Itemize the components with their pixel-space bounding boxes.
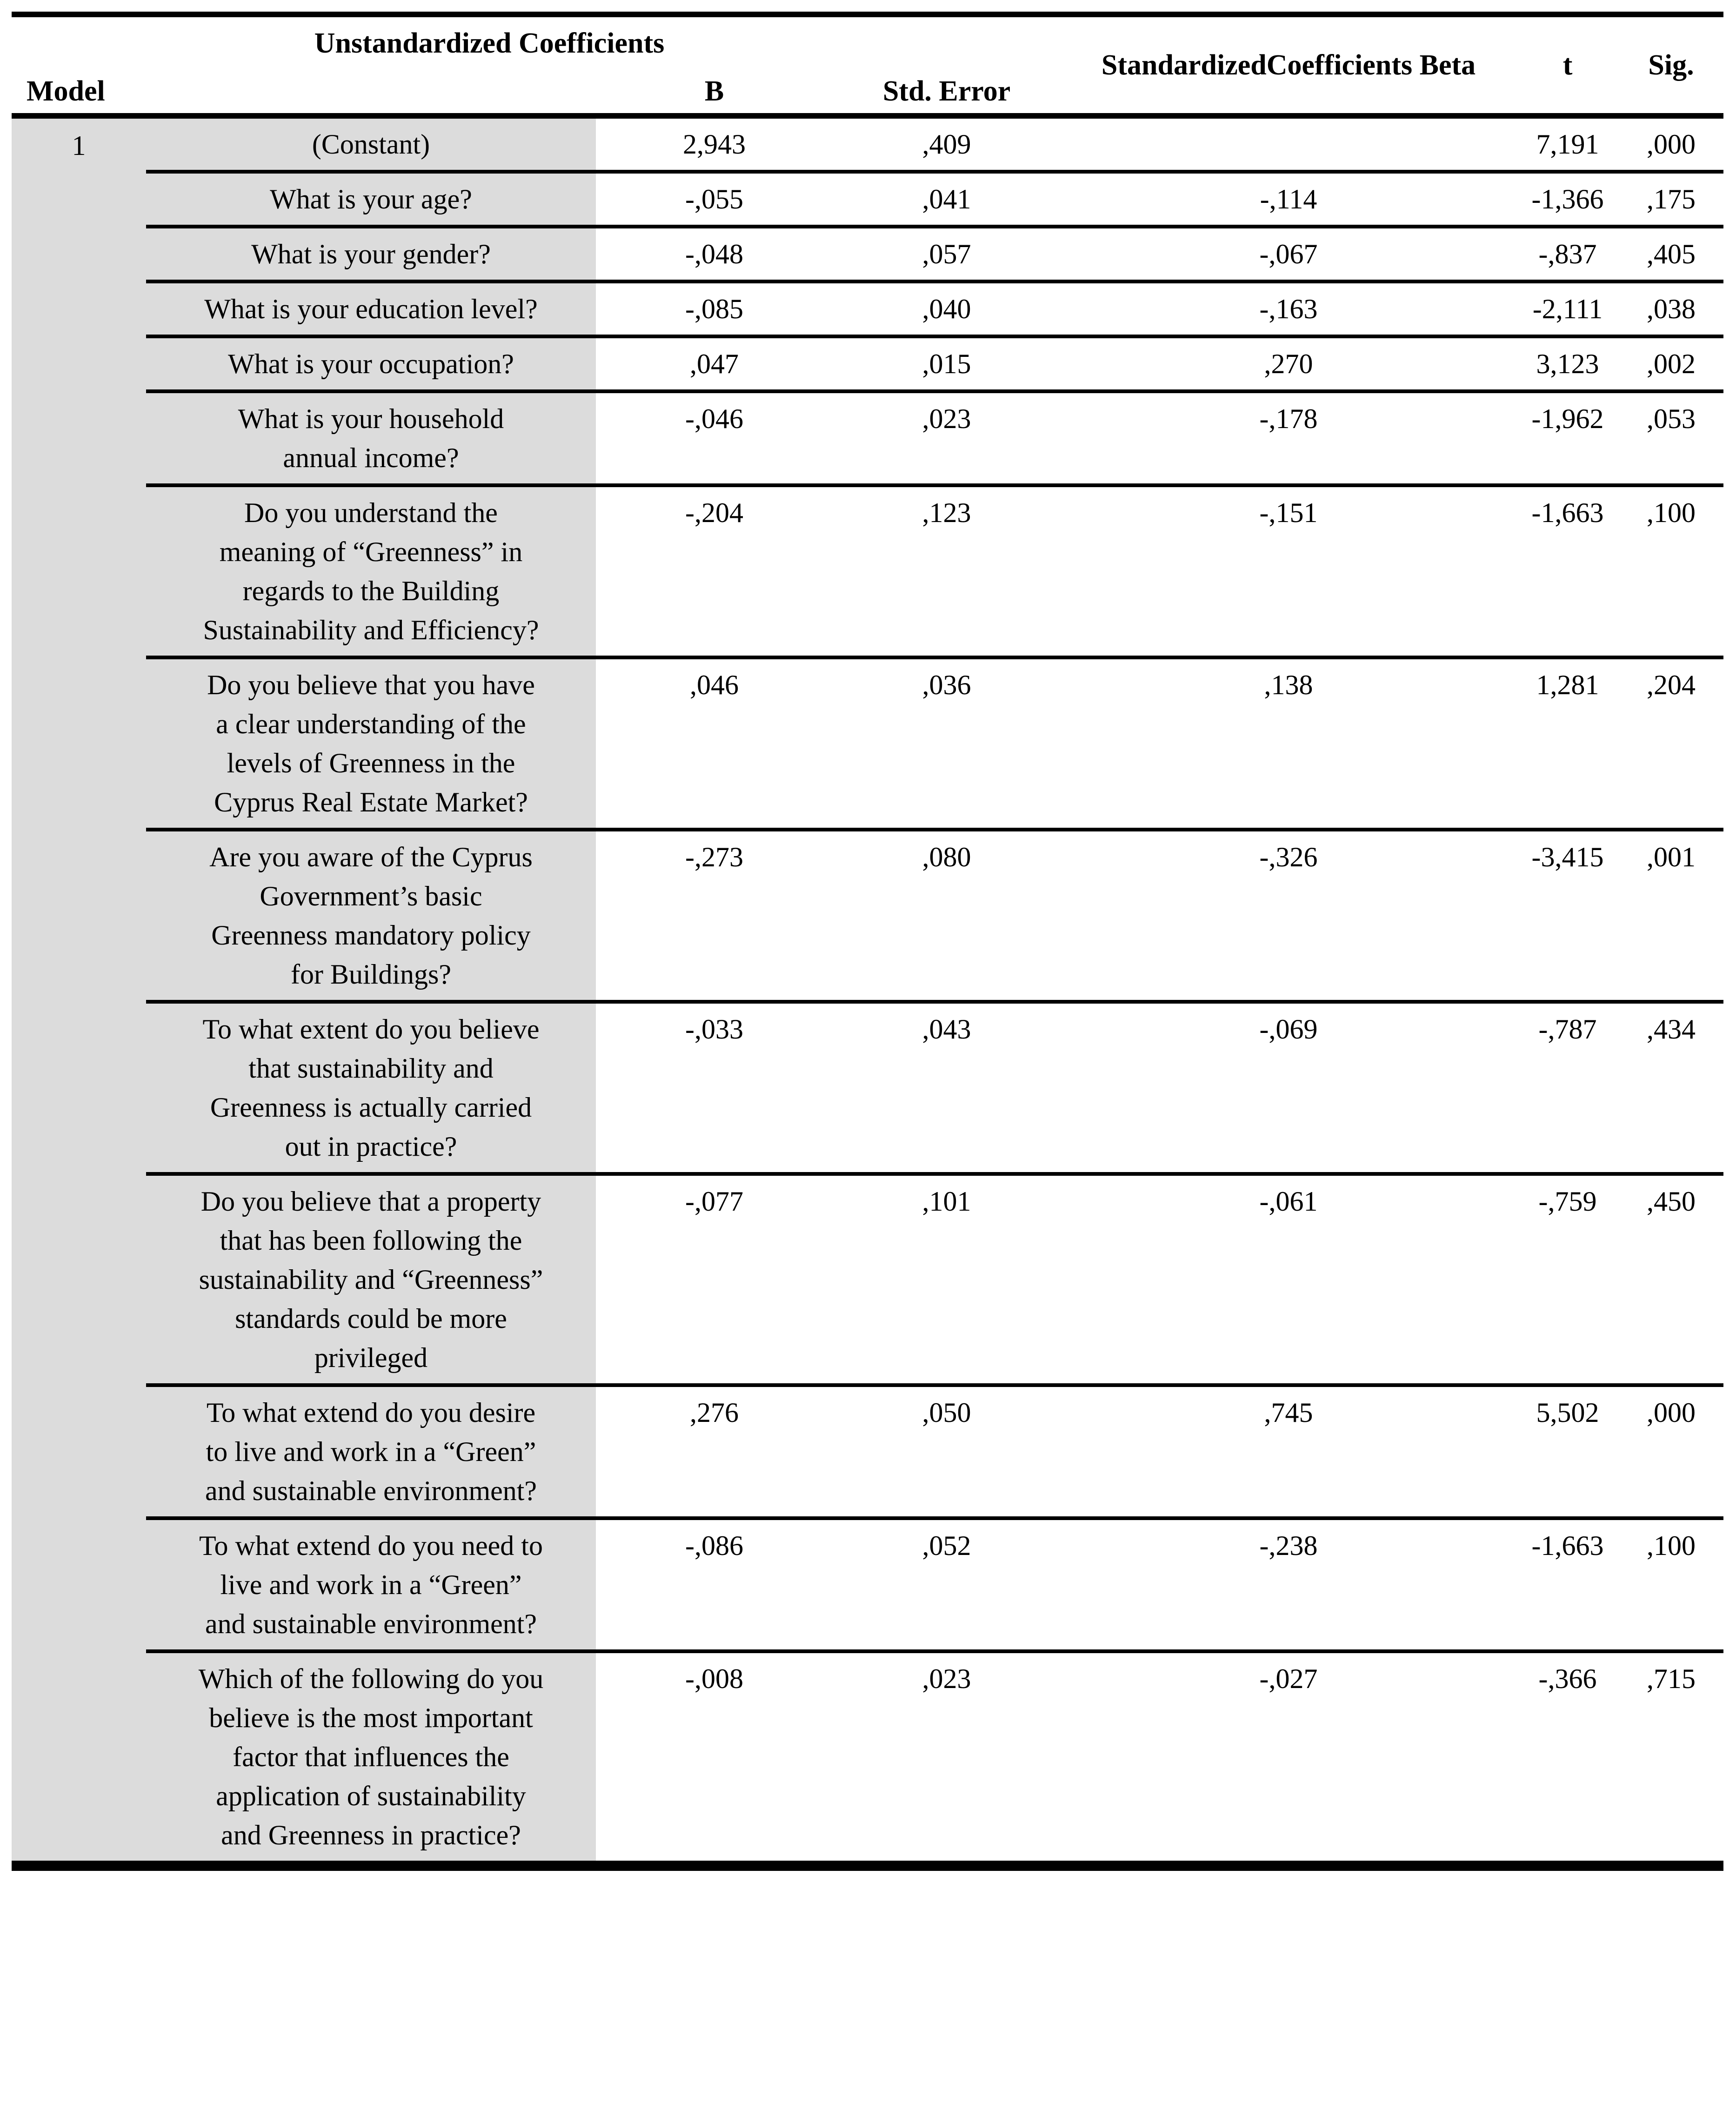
- sig-cell: ,001: [1619, 830, 1723, 1002]
- stderr-cell: ,043: [833, 1002, 1061, 1174]
- b-cell: -,077: [596, 1174, 833, 1385]
- t-cell: -1,962: [1516, 391, 1619, 485]
- predictor-cell: Do you believe that a property that has been following the sustainability and “Greenness” standards could be more privileged: [146, 1174, 596, 1385]
- stderr-cell: ,052: [833, 1518, 1061, 1651]
- t-cell: -1,663: [1516, 485, 1619, 657]
- b-cell: -,273: [596, 830, 833, 1002]
- b-cell: -,008: [685, 1663, 743, 1694]
- t-cell: 1,281: [1516, 657, 1619, 830]
- regression-coefficients-table: [12, 12, 1723, 1871]
- table-row: [12, 116, 1723, 172]
- predictor-cell: What is your education level?: [146, 281, 596, 336]
- header-question-spacer: [146, 69, 596, 116]
- beta-cell: ,270: [1061, 336, 1516, 391]
- t-cell: -,787: [1516, 1002, 1619, 1174]
- t-cell: -,366: [1538, 1663, 1597, 1694]
- b-cell: 2,943: [596, 116, 833, 172]
- beta-cell: -,151: [1061, 485, 1516, 657]
- t-cell: -,837: [1516, 227, 1619, 281]
- table-row: [12, 1002, 1723, 1174]
- t-cell: 3,123: [1516, 336, 1619, 391]
- header-model-spacer: [12, 14, 146, 69]
- beta-cell: -,163: [1061, 281, 1516, 336]
- sig-cell: ,053: [1619, 391, 1723, 485]
- predictor-cell: To what extent do you believe that sustainability and Greenness is actually carried out in practice?: [146, 1002, 596, 1174]
- stderr-cell: ,041: [833, 172, 1061, 227]
- t-cell: -3,415: [1516, 830, 1619, 1002]
- b-cell: ,276: [596, 1385, 833, 1518]
- sig-cell: ,002: [1619, 336, 1723, 391]
- predictor-cell: Are you aware of the Cyprus Government’s basic Greenness mandatory policy for Buildings?: [146, 830, 596, 1002]
- sig-cell: ,100: [1619, 1518, 1723, 1651]
- header-std-error: Std. Error: [833, 69, 1061, 116]
- predictor-cell: Do you believe that you have a clear understanding of the levels of Greenness in the Cyprus Real Estate Market?: [146, 657, 596, 830]
- table-row: [12, 172, 1723, 227]
- predictor-cell: What is your gender?: [146, 227, 596, 281]
- table-row: [12, 281, 1723, 336]
- beta-cell: -,069: [1061, 1002, 1516, 1174]
- table-row: [12, 1518, 1723, 1651]
- predictor-cell: What is your occupation?: [146, 336, 596, 391]
- b-cell: ,046: [596, 657, 833, 830]
- beta-cell: ,745: [1061, 1385, 1516, 1518]
- b-cell: -,204: [596, 485, 833, 657]
- table-row: [12, 830, 1723, 1002]
- header-standardized-beta: StandardizedCoefficients Beta: [1061, 14, 1516, 116]
- t-cell: -1,663: [1516, 1518, 1619, 1651]
- sig-cell: ,175: [1619, 172, 1723, 227]
- b-cell: -,086: [596, 1518, 833, 1651]
- beta-cell: -,061: [1061, 1174, 1516, 1385]
- sig-cell: ,000: [1619, 116, 1723, 172]
- predictor-cell: To what extend do you need to live and work in a “Green” and sustainable environment?: [146, 1518, 596, 1651]
- b-cell: -,046: [596, 391, 833, 485]
- sig-cell: ,100: [1619, 485, 1723, 657]
- beta-cell: -,326: [1061, 830, 1516, 1002]
- table-row: [12, 657, 1723, 830]
- table-row: [12, 1651, 1723, 1866]
- b-cell: -,085: [596, 281, 833, 336]
- table-body: [12, 116, 1723, 1866]
- model-number-cell: 1: [12, 116, 146, 1866]
- beta-cell: -,178: [1061, 391, 1516, 485]
- t-cell: -,759: [1516, 1174, 1619, 1385]
- b-cell: -,033: [596, 1002, 833, 1174]
- stderr-cell: ,023: [922, 1663, 971, 1694]
- predictor-cell: Do you understand the meaning of “Greenness” in regards to the Building Sustainability and Efficiency?: [146, 485, 596, 657]
- t-cell: 5,502: [1516, 1385, 1619, 1518]
- b-cell: ,047: [596, 336, 833, 391]
- sig-cell: ,038: [1619, 281, 1723, 336]
- table-row: [12, 336, 1723, 391]
- predictor-cell: Which of the following do you believe is the most important factor that influences the application of sustainability and Greenness in practice?: [146, 1651, 596, 1866]
- header-t: t: [1516, 14, 1619, 116]
- header-unstandardized-coefficients: Unstandardized Coefficients: [314, 27, 665, 59]
- header-sig: Sig.: [1619, 14, 1723, 116]
- t-cell: -2,111: [1516, 281, 1619, 336]
- beta-cell: -,114: [1061, 172, 1516, 227]
- sig-cell: ,450: [1619, 1174, 1723, 1385]
- header-b: B: [596, 69, 833, 116]
- table-row: [12, 1174, 1723, 1385]
- header-row-1: [12, 14, 1723, 69]
- header-model: Model: [12, 69, 146, 116]
- stderr-cell: ,409: [833, 116, 1061, 172]
- t-cell: 7,191: [1516, 116, 1619, 172]
- sig-cell: ,405: [1619, 227, 1723, 281]
- stderr-cell: ,036: [833, 657, 1061, 830]
- beta-cell: [1061, 116, 1516, 172]
- table-row: [12, 1385, 1723, 1518]
- stderr-cell: ,057: [833, 227, 1061, 281]
- b-cell: -,048: [596, 227, 833, 281]
- table-row: [12, 227, 1723, 281]
- beta-cell: -,067: [1061, 227, 1516, 281]
- table-row: [12, 391, 1723, 485]
- sig-cell: ,204: [1619, 657, 1723, 830]
- stderr-cell: ,015: [833, 336, 1061, 391]
- beta-cell: -,027: [1259, 1663, 1318, 1694]
- predictor-cell: To what extend do you desire to live and work in a “Green” and sustainable environment?: [146, 1385, 596, 1518]
- sig-cell: ,715: [1647, 1663, 1696, 1694]
- predictor-cell: What is your household annual income?: [146, 391, 596, 485]
- sig-cell: ,000: [1619, 1385, 1723, 1518]
- stderr-cell: ,040: [833, 281, 1061, 336]
- stderr-cell: ,080: [833, 830, 1061, 1002]
- stderr-cell: ,123: [833, 485, 1061, 657]
- beta-cell: ,138: [1061, 657, 1516, 830]
- beta-cell: -,238: [1061, 1518, 1516, 1651]
- header-stderr-spacer: [833, 14, 1061, 69]
- predictor-cell: What is your age?: [146, 172, 596, 227]
- t-cell: -1,366: [1516, 172, 1619, 227]
- b-cell: -,055: [596, 172, 833, 227]
- stderr-cell: ,101: [833, 1174, 1061, 1385]
- table-header: [12, 14, 1723, 116]
- stderr-cell: ,050: [833, 1385, 1061, 1518]
- predictor-cell: (Constant): [146, 116, 596, 172]
- stderr-cell: ,023: [833, 391, 1061, 485]
- table-row: [12, 485, 1723, 657]
- sig-cell: ,434: [1619, 1002, 1723, 1174]
